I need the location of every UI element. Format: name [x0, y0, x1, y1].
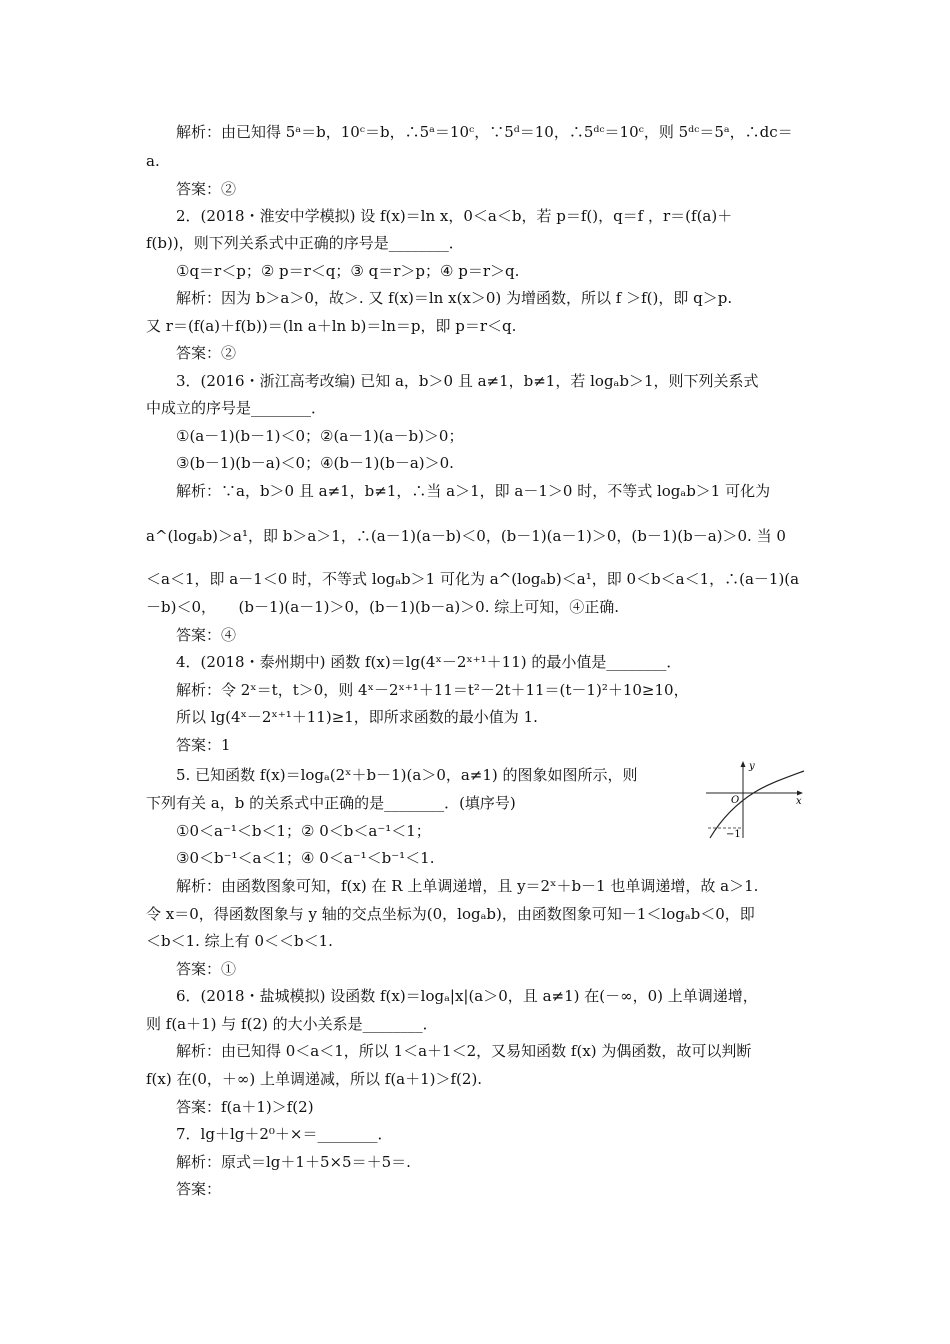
text-line: ①q＝r＜p；② p＝r＜q；③ q＝r＞p；④ p＝r＞q.	[176, 262, 520, 280]
text-line: 4．(2018・泰州期中) 函数 f(x)＝lg(4ˣ－2ˣ⁺¹＋11) 的最小值是________．	[176, 653, 682, 671]
text-line: 又 r＝(f(a)＋f(b))＝(ln a＋ln b)＝ln＝p，即 p＝r＜q.	[146, 317, 517, 335]
text-line: 解析：由已知得 5ᵃ＝b，10ᶜ＝b，∴5ᵃ＝10ᶜ，∵5ᵈ＝10，∴5ᵈᶜ＝10ᶜ，则 5ᵈᶜ＝5ᵃ，∴dc＝	[176, 123, 793, 141]
text-line: 中成立的序号是________．	[146, 399, 327, 417]
x-axis-arrow	[797, 791, 803, 796]
text-line: 解析：令 2ˣ＝t，t＞0，则 4ˣ－2ˣ⁺¹＋11＝t²－2t＋11＝(t－1)²＋10≥10，	[176, 681, 689, 699]
text-line: 解析：由已知得 0＜a＜1，所以 1＜a＋1＜2，又易知函数 f(x) 为偶函数，故可以判断	[176, 1042, 752, 1060]
text-line: 解析：原式＝lg＋1＋5×5＝＋5＝.	[176, 1153, 411, 1171]
text-line: 答案：④	[176, 626, 237, 644]
text-line: 则 f(a＋1) 与 f(2) 的大小关系是________．	[146, 1015, 438, 1033]
text-line: ③0＜b⁻¹＜a＜1；④ 0＜a⁻¹＜b⁻¹＜1.	[176, 849, 435, 867]
text-line: a^(logₐb)＞a¹，即 b＞a＞1，∴(a－1)(a－b)＜0，(b－1)(a－1)＞0，(b－1)(b－a)＞0. 当 0	[146, 527, 786, 545]
text-line: ①(a－1)(b－1)＜0；②(a－1)(a－b)＞0；	[176, 427, 464, 445]
text-line: 答案：①	[176, 960, 237, 978]
y-intercept-label: −1	[726, 829, 741, 840]
text-line: 令 x＝0，得函数图象与 y 轴的交点坐标为(0，logₐb)，由函数图象可知－1＜logₐb＜0，即	[146, 905, 755, 923]
text-line: 解析：由函数图象可知，f(x) 在 R 上单调递增，且 y＝2ˣ＋b－1 也单调递增，故 a＞1.	[176, 877, 759, 895]
text-line: 答案：f(a＋1)＞f(2)	[176, 1098, 314, 1116]
y-axis-arrow	[741, 761, 746, 767]
y-axis-label: y	[749, 761, 755, 772]
text-line: 所以 lg(4ˣ－2ˣ⁺¹＋11)≥1，即所求函数的最小值为 1.	[176, 708, 538, 726]
text-line: ＜a＜1，即 a－1＜0 时，不等式 logₐb＞1 可化为 a^(logₐb)＜a¹，即 0＜b＜a＜1，∴(a－1)(a	[146, 570, 800, 588]
text-line: f(x) 在(0，＋∞) 上单调递减，所以 f(a＋1)＞f(2).	[146, 1070, 483, 1088]
text-line: a.	[146, 152, 160, 170]
function-graph-figure	[700, 758, 810, 842]
x-axis-label: x	[796, 796, 802, 807]
text-line: 答案：②	[176, 344, 237, 362]
text-line: 2．(2018・淮安中学模拟) 设 f(x)＝ln x，0＜a＜b，若 p＝f()，q＝f ，r＝(f(a)＋	[176, 207, 733, 225]
text-line: 解析：因为 b＞a＞0，故＞. 又 f(x)＝ln x(x＞0) 为增函数，所以 f ＞f()，即 q＞p.	[176, 289, 733, 307]
text-line: ①0＜a⁻¹＜b＜1；② 0＜b＜a⁻¹＜1；	[176, 822, 431, 840]
text-line: 3．(2016・浙江高考改编) 已知 a，b＞0 且 a≠1，b≠1，若 logₐb＞1，则下列关系式	[176, 372, 759, 390]
text-line: 答案：	[176, 1180, 222, 1198]
text-line: ＜b＜1. 综上有 0＜＜b＜1.	[146, 932, 333, 950]
text-line: 下列有关 a，b 的关系式中正确的是________．(填序号)	[146, 794, 516, 812]
text-line: 解析：∵a，b＞0 且 a≠1，b≠1，∴当 a＞1，即 a－1＞0 时，不等式 logₐb＞1 可化为	[176, 482, 771, 500]
text-line: 5. 已知函数 f(x)＝logₐ(2ˣ＋b－1)(a＞0，a≠1) 的图象如图所示，则	[176, 766, 638, 784]
text-line: 6．(2018・盐城模拟) 设函数 f(x)＝logₐ|x|(a＞0，且 a≠1) 在(－∞，0) 上单调递增，	[176, 987, 758, 1005]
text-line: 答案：1	[176, 736, 231, 754]
text-line: 答案：②	[176, 180, 237, 198]
text-line: －b)＜0， (b－1)(a－1)＞0，(b－1)(b－a)＞0. 综上可知，④正确.	[146, 598, 620, 616]
text-line: 7．lg＋lg＋2⁰＋×＝________．	[176, 1125, 393, 1143]
origin-label: O	[731, 795, 740, 806]
text-line: ③(b－1)(b－a)＜0；④(b－1)(b－a)＞0.	[176, 454, 454, 472]
text-line: f(b))，则下列关系式中正确的序号是________．	[146, 234, 464, 252]
